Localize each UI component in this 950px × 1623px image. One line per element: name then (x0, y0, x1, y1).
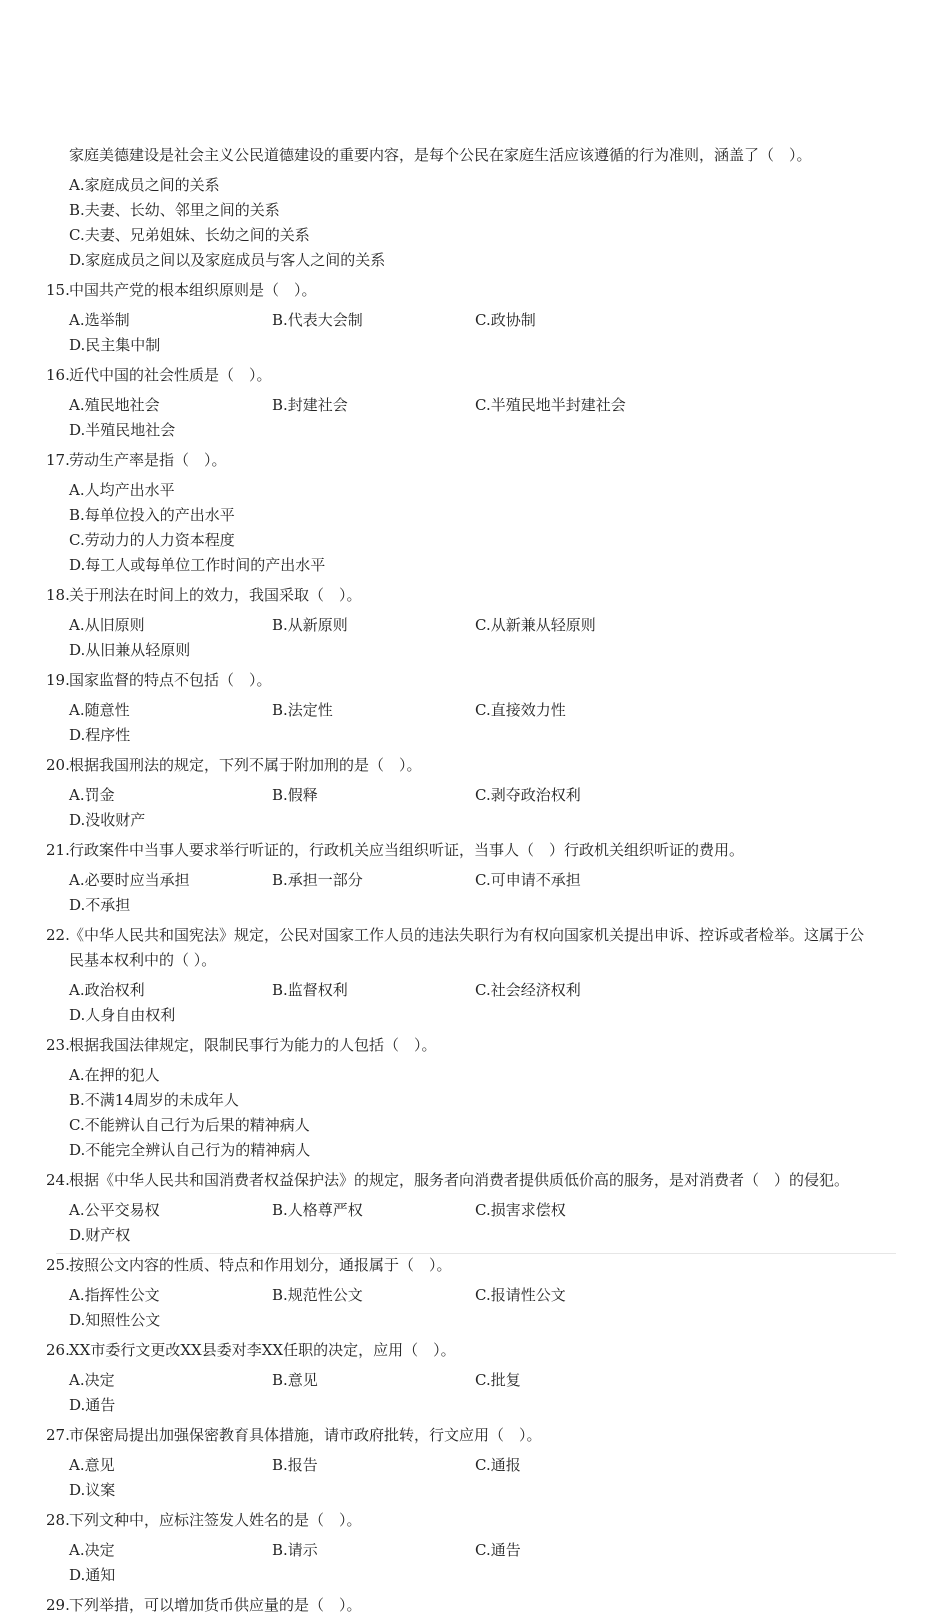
question-stem (46, 838, 876, 863)
answer-option: D.议案 (69, 1481, 116, 1499)
answer-options (46, 613, 876, 663)
question-text: 下列举措，可以增加货币供应量的是（ ）。 (69, 1596, 362, 1614)
answer-option: D.半殖民地社会 (69, 421, 176, 439)
answer-options (46, 783, 876, 833)
question-stem (46, 1253, 876, 1278)
answer-option: A.政治权利 (69, 981, 145, 999)
question-item (46, 448, 876, 578)
question-stem (46, 1508, 876, 1533)
question-stem (46, 753, 876, 778)
question-number: 21. (46, 841, 70, 859)
question-number: 22. (46, 926, 70, 944)
answer-option: A.必要时应当承担 (69, 871, 190, 889)
question-number: 25. (46, 1256, 70, 1274)
answer-option: A.家庭成员之间的关系 (69, 176, 220, 194)
answer-option: B.人格尊严权 (272, 1201, 363, 1219)
answer-option: C.报请性公文 (475, 1286, 566, 1304)
answer-option: C.损害求偿权 (475, 1201, 566, 1219)
answer-option: A.从旧原则 (69, 616, 145, 634)
question-stem (46, 143, 876, 168)
answer-option: C.劳动力的人力资本程度 (69, 531, 235, 549)
answer-option: C.直接效力性 (475, 701, 566, 719)
question-item (46, 1593, 876, 1618)
question-item (46, 753, 876, 833)
question-text: 近代中国的社会性质是（ ）。 (69, 366, 272, 384)
question-item (46, 668, 876, 748)
answer-option: A.指挥性公文 (69, 1286, 160, 1304)
question-number: 29. (46, 1596, 70, 1614)
question-item (46, 1168, 876, 1248)
question-item (46, 1508, 876, 1588)
question-number: 20. (46, 756, 70, 774)
question-item (46, 1423, 876, 1503)
question-text: 根据我国刑法的规定，下列不属于附加刑的是（ ）。 (69, 756, 422, 774)
question-text: 中国共产党的根本组织原则是（ ）。 (69, 281, 317, 299)
answer-option: C.不能辨认自己行为后果的精神病人 (69, 1116, 310, 1134)
answer-option: A.选举制 (69, 311, 130, 329)
question-stem (46, 923, 876, 973)
question-stem (46, 1168, 876, 1193)
answer-option: B.代表大会制 (272, 311, 363, 329)
question-text: 《中华人民共和国宪法》规定，公民对国家工作人员的违法失职行为有权向国家机关提出申诉、控诉或者检举。这属于公民基本权利中的（ ）。 (69, 926, 865, 969)
answer-options (46, 478, 876, 578)
answer-option: C.可申请不承担 (475, 871, 581, 889)
question-number: 28. (46, 1511, 70, 1529)
question-number: 18. (46, 586, 70, 604)
answer-option: D.通知 (69, 1566, 116, 1584)
answer-option: A.意见 (69, 1456, 115, 1474)
answer-option: B.监督权利 (272, 981, 348, 999)
answer-option: D.人身自由权利 (69, 1006, 176, 1024)
question-item (46, 923, 876, 1028)
question-stem (46, 363, 876, 388)
question-stem (46, 278, 876, 303)
answer-options (46, 1538, 876, 1588)
answer-option: C.从新兼从轻原则 (475, 616, 596, 634)
question-number: 26. (46, 1341, 70, 1359)
question-text: 家庭美德建设是社会主义公民道德建设的重要内容，是每个公民在家庭生活应该遵循的行为准则，涵盖了（ ）。 (69, 146, 812, 164)
question-text: 国家监督的特点不包括（ ）。 (69, 671, 272, 689)
question-text: 行政案件中当事人要求举行听证的，行政机关应当组织听证，当事人（ ）行政机关组织听证的费用。 (69, 841, 745, 859)
question-item (46, 1253, 876, 1333)
answer-option: A.在押的犯人 (69, 1066, 160, 1084)
answer-option: C.社会经济权利 (475, 981, 581, 999)
question-stem (46, 583, 876, 608)
answer-options (46, 978, 876, 1028)
answer-option: B.请示 (272, 1541, 318, 1559)
question-stem (46, 668, 876, 693)
answer-option: D.通告 (69, 1396, 116, 1414)
answer-option: B.规范性公文 (272, 1286, 363, 1304)
answer-option: D.民主集中制 (69, 336, 161, 354)
question-stem (46, 1338, 876, 1363)
question-stem (46, 1593, 876, 1618)
answer-option: B.每单位投入的产出水平 (69, 506, 235, 524)
answer-option: A.罚金 (69, 786, 115, 804)
question-stem (46, 448, 876, 473)
question-text: 根据《中华人民共和国消费者权益保护法》的规定，服务者向消费者提供质低价高的服务，是对消费者（ ）的侵犯。 (69, 1171, 850, 1189)
answer-option: C.通告 (475, 1541, 521, 1559)
answer-option: B.法定性 (272, 701, 333, 719)
answer-option: C.政协制 (475, 311, 536, 329)
answer-options (46, 1063, 876, 1163)
answer-option: C.批复 (475, 1371, 521, 1389)
answer-option: B.封建社会 (272, 396, 348, 414)
answer-option: D.每工人或每单位工作时间的产出水平 (69, 556, 326, 574)
answer-option: D.程序性 (69, 726, 131, 744)
question-item (46, 583, 876, 663)
question-text: XX市委行文更改XX县委对李XX任职的决定，应用（ ）。 (69, 1341, 456, 1359)
answer-option: D.家庭成员之间以及家庭成员与客人之间的关系 (69, 251, 386, 269)
answer-options (46, 1368, 876, 1418)
answer-options (46, 868, 876, 918)
question-text: 关于刑法在时间上的效力，我国采取（ ）。 (69, 586, 362, 604)
question-stem (46, 1033, 876, 1058)
answer-option: D.不承担 (69, 896, 131, 914)
answer-option: B.不满14周岁的未成年人 (69, 1091, 239, 1109)
answer-option: B.承担一部分 (272, 871, 363, 889)
answer-option: D.从旧兼从轻原则 (69, 641, 191, 659)
question-list (46, 143, 876, 1623)
answer-option: D.不能完全辨认自己行为的精神病人 (69, 1141, 311, 1159)
answer-option: A.随意性 (69, 701, 130, 719)
question-number: 19. (46, 671, 70, 689)
answer-options (46, 698, 876, 748)
question-text: 按照公文内容的性质、特点和作用划分，通报属于（ ）。 (69, 1256, 452, 1274)
answer-option: C.剥夺政治权利 (475, 786, 581, 804)
question-item (46, 1338, 876, 1418)
answer-option: A.决定 (69, 1371, 115, 1389)
question-item (46, 143, 876, 273)
answer-option: A.公平交易权 (69, 1201, 160, 1219)
answer-option: C.夫妻、兄弟姐妹、长幼之间的关系 (69, 226, 310, 244)
question-number: 17. (46, 451, 70, 469)
answer-options (46, 393, 876, 443)
question-item (46, 278, 876, 358)
answer-option: B.报告 (272, 1456, 318, 1474)
question-number: 23. (46, 1036, 70, 1054)
answer-option: B.假释 (272, 786, 318, 804)
question-item (46, 363, 876, 443)
answer-option: A.决定 (69, 1541, 115, 1559)
question-number: 24. (46, 1171, 70, 1189)
answer-option: A.人均产出水平 (69, 481, 175, 499)
answer-options (46, 1283, 876, 1333)
answer-option: A.殖民地社会 (69, 396, 160, 414)
question-text: 下列文种中，应标注签发人姓名的是（ ）。 (69, 1511, 362, 1529)
answer-option: D.没收财产 (69, 811, 146, 829)
answer-option: D.财产权 (69, 1226, 131, 1244)
answer-option: B.意见 (272, 1371, 318, 1389)
answer-options (46, 173, 876, 273)
question-item (46, 1033, 876, 1163)
question-stem (46, 1423, 876, 1448)
answer-option: B.夫妻、长幼、邻里之间的关系 (69, 201, 280, 219)
answer-option: D.知照性公文 (69, 1311, 161, 1329)
answer-option: B.从新原则 (272, 616, 348, 634)
answer-options (46, 308, 876, 358)
page-bottom-rule (56, 1253, 896, 1254)
question-number: 16. (46, 366, 70, 384)
question-text: 根据我国法律规定，限制民事行为能力的人包括（ ）。 (69, 1036, 437, 1054)
answer-options (46, 1453, 876, 1503)
question-item (46, 838, 876, 918)
question-number: 27. (46, 1426, 70, 1444)
question-text: 劳动生产率是指（ ）。 (69, 451, 227, 469)
answer-options (46, 1198, 876, 1248)
answer-option: C.半殖民地半封建社会 (475, 396, 626, 414)
question-text: 市保密局提出加强保密教育具体措施，请市政府批转，行文应用（ ）。 (69, 1426, 542, 1444)
question-number: 15. (46, 281, 70, 299)
answer-option: C.通报 (475, 1456, 521, 1474)
